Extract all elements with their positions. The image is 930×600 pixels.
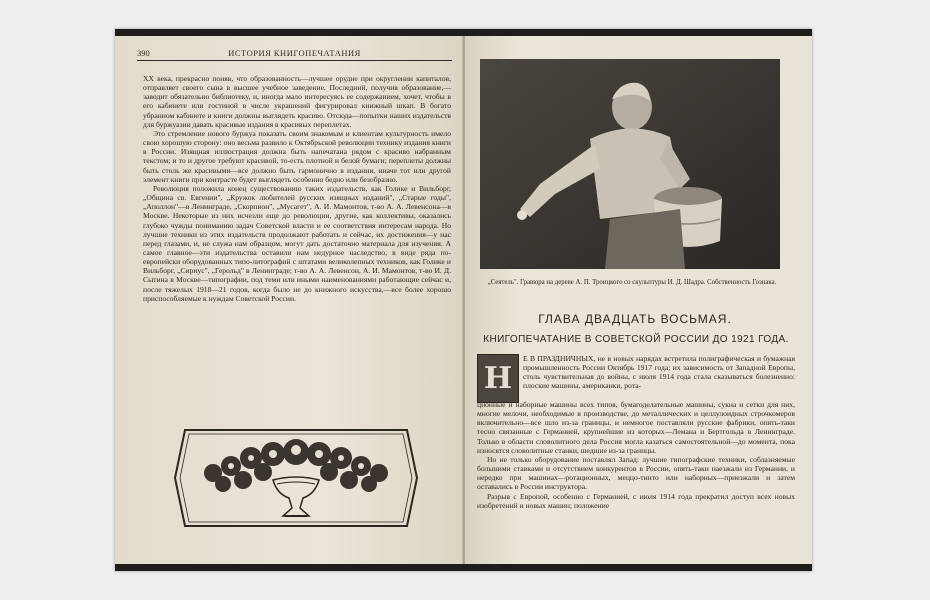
top-frame-bar — [115, 29, 812, 36]
vase-ornament-icon — [173, 428, 419, 528]
paragraph: Но не только оборудование поставлял Запад: лучшие типографские техники, соблазняемые большими ставками и отсутствием конкурентов в России, опять-таки наезжали из Германии, и нередко при машинах—ротационных, меццо-тинто или наборных—приезжали и затем оставались в России инструктора. — [477, 454, 795, 492]
paragraph: XX века, прекрасно поняв, что образованность—лучшее орудие при округлении капиталов, отправляет своего сына в высшее учебное заведение. Последний, получив образование,—заводит обязательно библиотеку, и, иногда мало интересуясь ее содержанием, хочет, чтобы в его кабинете или гостиной в числе украшений фигурировал книжный шкап. В богато убранном кабинете и книги должны выглядеть красиво. Отсюда—попытки наших издательств для буржуазии давать красивые издания в красивых переплетах. — [143, 74, 451, 129]
paragraph: Е В ПРАЗДНИЧНЫХ, не в новых нарядах встретила полиграфическая и бумажная промышленность России Октябрь 1917 года; их зависимость от Западной Европы, столь чувствительная до войны, с июля 1914 года стала сказываться болезненно: плоские машины, американки, рота- — [523, 354, 795, 391]
running-header — [137, 48, 452, 61]
drop-cap: Н — [477, 354, 519, 403]
paragraph: Это стремление нового буржуа показать своим знакомым и клиентам культурность имело свою хорошую сторону: оно весьма развило к Октябрьской революции технику издания книги в России. Изящная иллюстрация должна быть напечатана рядом с красиво набранным текстом; и то и другое требуют красивой, то-есть плотной и белой бумаги; переплеты должны быть столь же красивыми—все должно быть гармонично в издании, иначе тот или другой элемент книги при контрасте будет выглядеть особенно бедно или безобразно. — [143, 128, 451, 184]
book-spread — [115, 29, 812, 571]
left-body-text — [143, 74, 451, 303]
chapter-subtitle: КНИГОПЕЧАТАНИЕ В СОВЕТСКОЙ РОССИИ ДО 1921 ГОДА. — [483, 334, 789, 345]
sower-engraving-icon — [480, 59, 780, 269]
right-body-text — [477, 400, 795, 510]
paragraph: Революция положила конец существованию таких издательств, как Голике и Вильборг, „Община св. Евгении", „Кружок любителей русских изящных изданий", „Старые годы", „Аполлон"—в Ленинграде, „Скорпион", „Мусагет", А. И. Мамонтов, т-во А. А. Левенсона—в Москве. Некоторые из них исчезли еще до революции, другие, как коллективы, оказались глубоко чужды пониманию задач Советской власти и ее соответствия интересам народа. Но лучшие техники из этих издательств продолжают работать и сейчас, их достижения—у нас перед глазами, и, не служа нам образцом, могут дать достаточно материала для изучения. А самое главное—эти издательства оставили нам недурное наследство, в виде ряда по-европейски оборудованных типо-литографий с штатами великолепных техников, как Голике и Вильборг, „Сириус", „Герольд" в Ленинграде; т-во А. А. Левенсон, А. И. Мамонтов, т-во И. Д. Сытина в Москве—типографии, под теми или иными наименованиями работающие сейчас и, после тяжелых 1918—21 годов, когда было не до книжного искусства,—все более хорошо приспособляемые к нуждам Советской России. — [143, 183, 451, 303]
chapter-title: ГЛАВА ДВАДЦАТЬ ВОСЬМАЯ. — [538, 312, 732, 326]
right-page — [465, 36, 812, 564]
running-title: ИСТОРИЯ КНИГОПЕЧАТАНИЯ — [228, 48, 361, 58]
paragraph: Разрыв с Европой, особенно с Германией, с июля 1914 года прекратил доступ всех новых изобретений и новых машин; положение — [477, 491, 795, 510]
left-page — [115, 36, 463, 564]
bottom-frame-bar — [115, 564, 812, 571]
engraving-caption: „Сеятель". Гравюра на дереве А. П. Троицкого со скульптуры И. Д. Шадра. Собственность Гознака. — [487, 279, 777, 286]
page-number: 390 — [137, 48, 150, 58]
paragraph: ционные и наборные машины всех типов, бумагоделательные машины, сукна и сетки для них, многие мелочи, необходимые в производстве, до металлических и целлулоидных строчкомеров включительно—все шло из-за границы, и немногое поставляли русские фабрики, опять-таки тесно связанные с Германией, крупнейшие из которых—Лемана и Бертгольда в Ленинграде. Только в области словолитного дела Россия могла казаться самостоятельной—до момента, пока износятся словолитные станки, шедшие из-за границы. — [477, 400, 795, 455]
chapter-opening-text — [523, 354, 795, 391]
